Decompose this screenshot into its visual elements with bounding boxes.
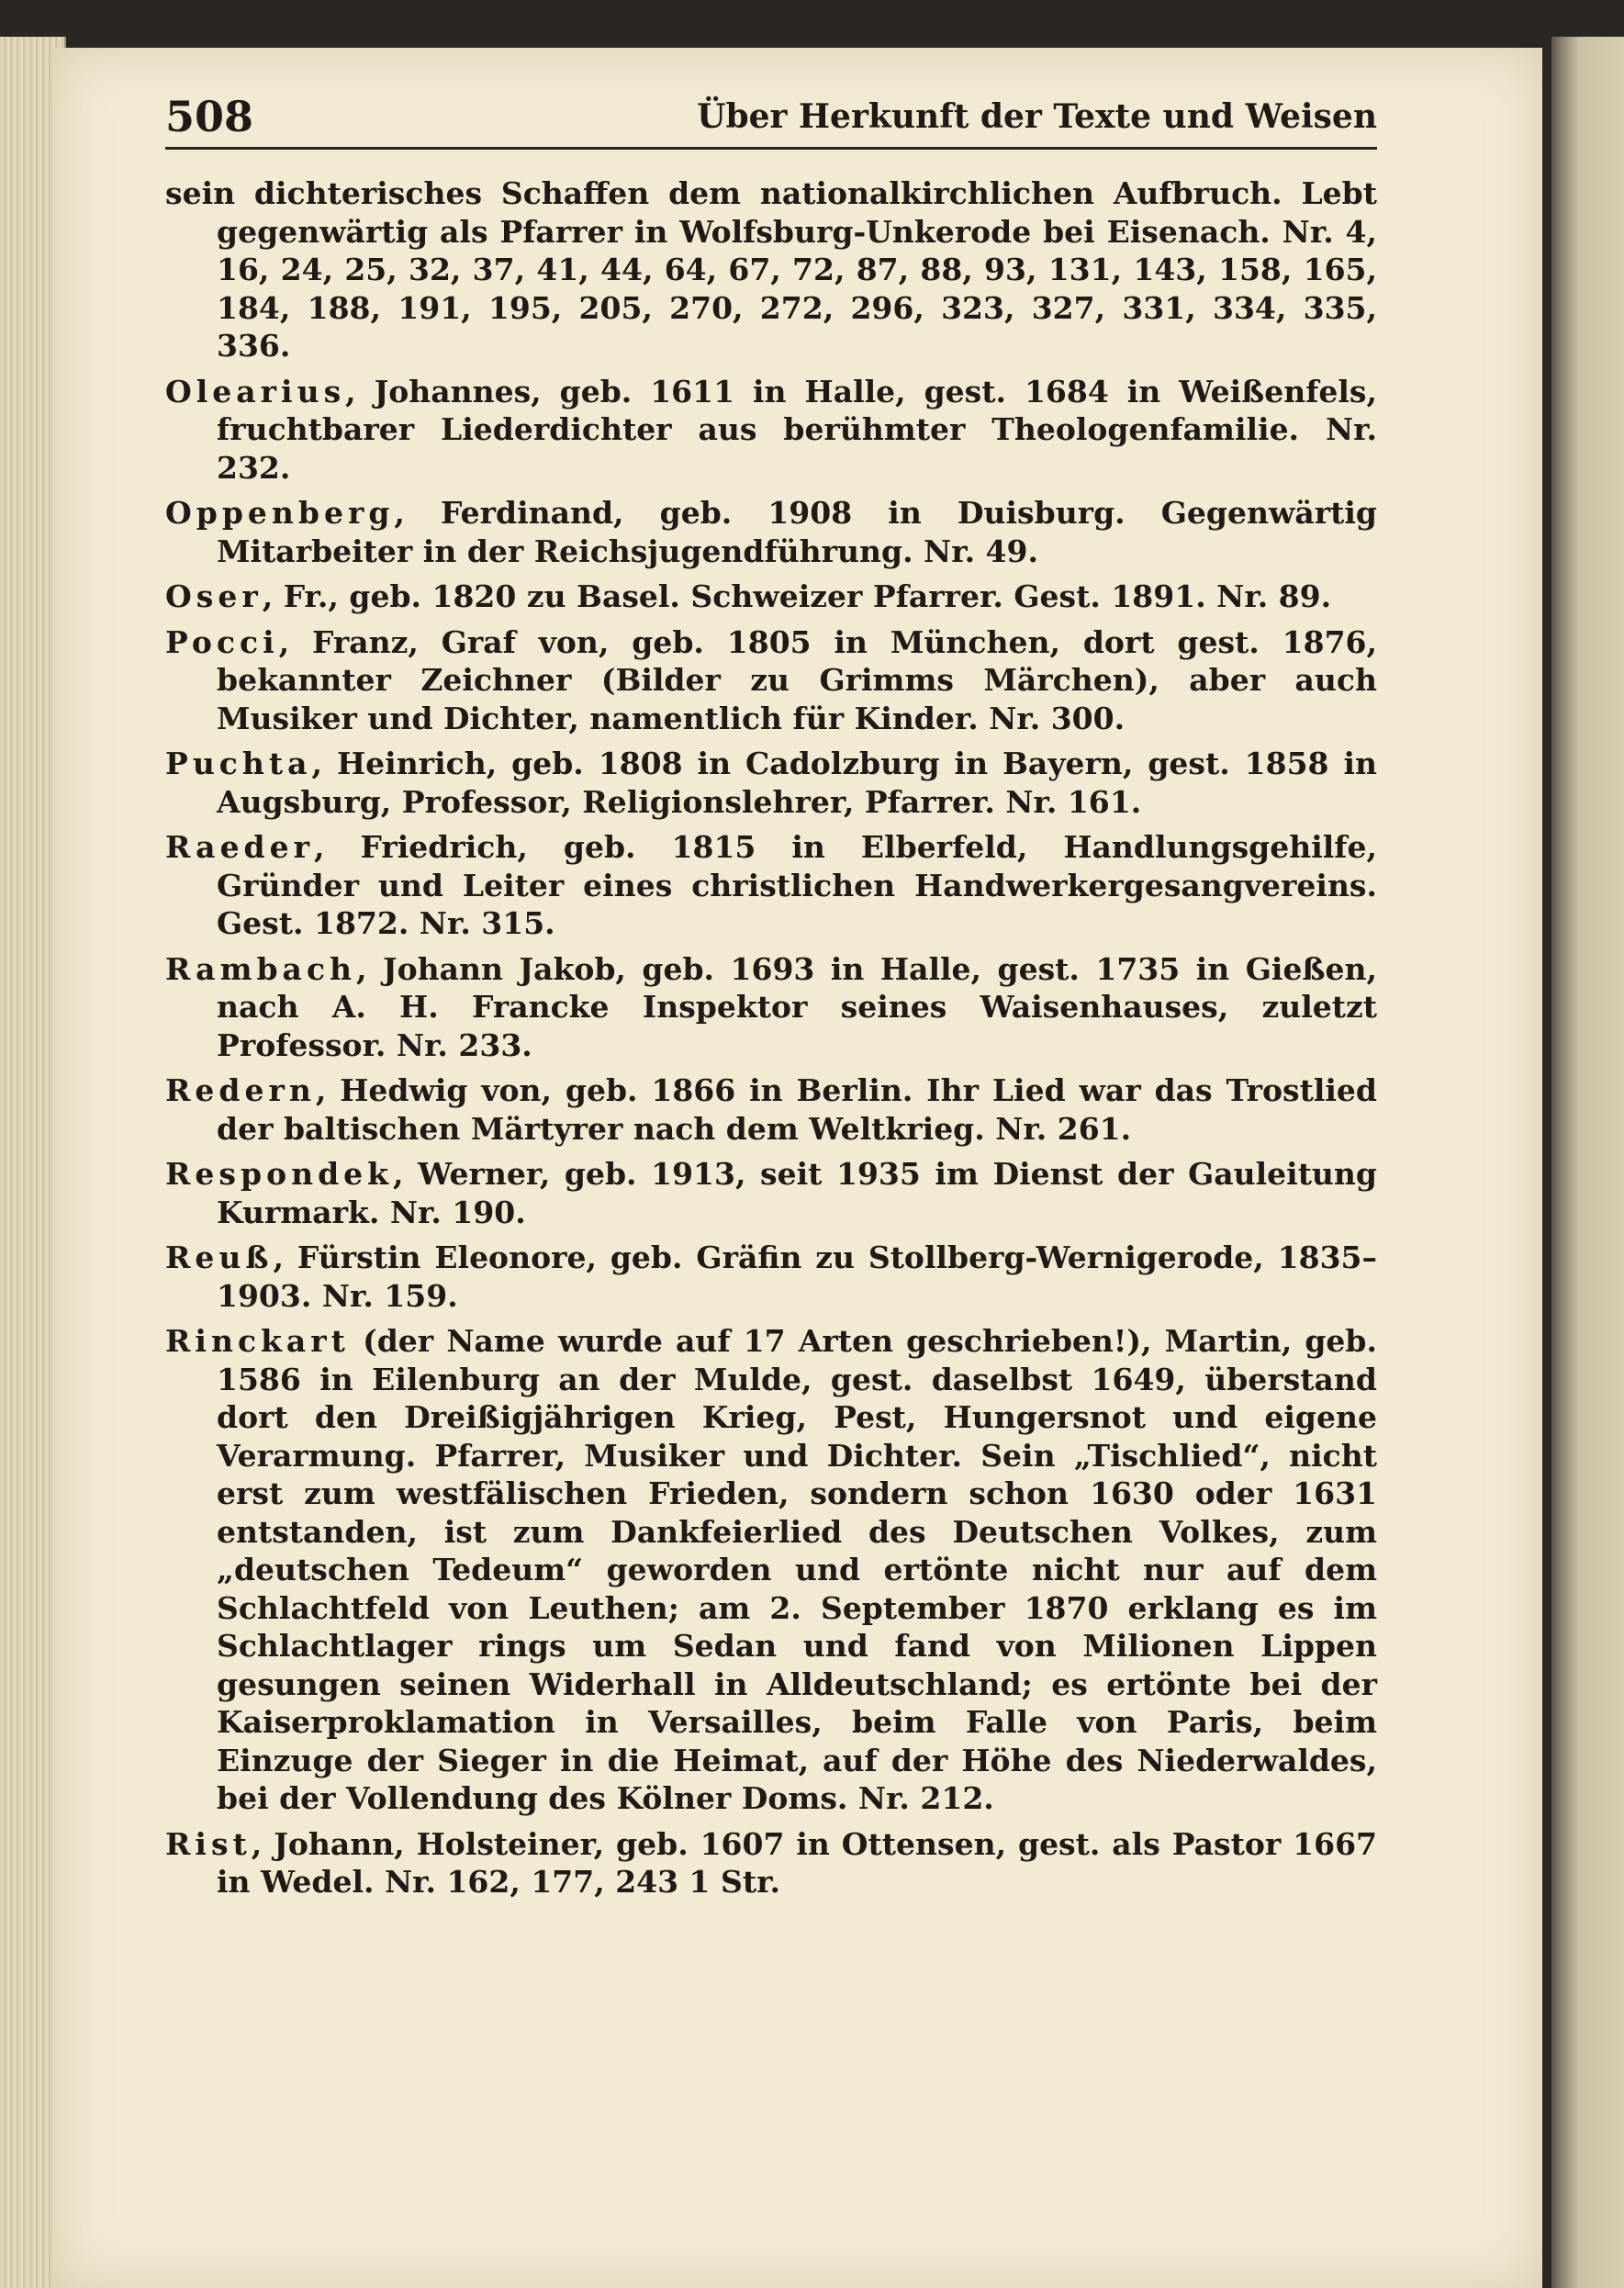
entry-name: Pocci (165, 623, 279, 660)
entry-text: , Johannes, geb. 1611 in Halle, gest. 1684 in Weißenfels, fruchtbarer Liederdichter aus berühmter Theologenfamilie. Nr. 232. (217, 373, 1377, 486)
entry-name: Oser (165, 578, 263, 614)
entry-text: , Friedrich, geb. 1815 in Elberfeld, Handlungsgehilfe, Gründer und Leiter eines christlichen Handwerkergesangvereins. Gest. 1872. Nr. 315. (217, 829, 1377, 941)
entry-name: Oppenberg (165, 495, 395, 531)
list-item (165, 828, 1377, 943)
entry-text: , Ferdinand, geb. 1908 in Duisburg. Gegenwärtig Mitarbeiter in der Reichsjugendführung. Nr. 49. (217, 495, 1377, 569)
entry-text: sein dichterisches Schaffen dem nationalkirchlichen Aufbruch. Lebt gegenwärtig als Pfarrer in Wolfsburg-Unkerode bei Eisenach. Nr. 4, 16, 24, 25, 32, 37, 41, 44, 64, 67, 72, 87, 88, 93, 131, 143, 158, 165, 184, 188, 191, 195, 205, 270, 272, 296, 323, 327, 331, 334, 335, 336. (165, 175, 1377, 364)
entry-text: , Johann, Holsteiner, geb. 1607 in Ottensen, gest. als Pastor 1667 in Wedel. Nr. 162, 177, 243 1 Str. (217, 1825, 1377, 1900)
entry-text: , Franz, Graf von, geb. 1805 in München, dort gest. 1876, bekannter Zeichner (Bilder zu Grimms Märchen), aber auch Musiker und Dichter, namentlich für Kinder. Nr. 300. (217, 623, 1377, 736)
page-number: 508 (165, 92, 254, 141)
entry-name: Olearius (165, 373, 346, 409)
entry-text: , Johann Jakob, geb. 1693 in Halle, gest. 1735 in Gießen, nach A. H. Francke Inspektor seines Waisenhauses, zuletzt Professor. Nr. 233. (217, 950, 1377, 1063)
list-item (165, 1155, 1377, 1231)
entry-name: Reuß (165, 1239, 274, 1275)
list-item (165, 1825, 1377, 1901)
entry-text: , Werner, geb. 1913, seit 1935 im Dienst der Gauleitung Kurmark. Nr. 190. (217, 1156, 1377, 1230)
list-item (165, 578, 1377, 616)
list-item (165, 1239, 1377, 1315)
entry-text: , Hedwig von, geb. 1866 in Berlin. Ihr Lied war das Trostlied der baltischen Märtyrer nach dem Weltkrieg. Nr. 261. (217, 1072, 1377, 1147)
entry-text: , Fr., geb. 1820 zu Basel. Schweizer Pfarrer. Gest. 1891. Nr. 89. (262, 578, 1332, 614)
entry-list (165, 174, 1377, 1909)
list-item (165, 623, 1377, 738)
list-item (165, 494, 1377, 570)
list-item (165, 373, 1377, 488)
running-title: Über Herkunft der Texte und Weisen (697, 97, 1377, 136)
entry-name: Rist (165, 1825, 252, 1862)
entry-name: Rinckart (165, 1323, 350, 1359)
entry-text: , Fürstin Eleonore, geb. Gräfin zu Stollberg-Wernigerode, 1835–1903. Nr. 159. (217, 1239, 1377, 1314)
list-item (165, 950, 1377, 1065)
list-item (165, 1071, 1377, 1148)
entry-name: Puchta (165, 746, 312, 781)
book-binding-shadow (1551, 37, 1624, 2288)
entry-name: Raeder (165, 829, 315, 865)
entry-name: Respondek (165, 1156, 394, 1192)
entry-text: (der Name wurde auf 17 Arten geschrieben!), Martin, geb. 1586 in Eilenburg an der Mulde, gest. daselbst 1649, überstand dort den Dreißigjährigen Krieg, Pest, Hungersnot und eigene Verarmung. Pfarrer, Musiker und Dichter. Sein „Tischlied“, nicht erst zum westfälischen Frieden, sondern schon 1630 oder 1631 entstanden, ist zum Dankfeierlied des Deutschen Volkes, zum „deutschen Tedeum“ geworden und ertönte nicht nur auf dem Schlachtfeld von Leuthen; am 2. September 1870 erklang es im Schlachtlager rings um Sedan und fand von Milionen Lippen gesungen seinen Widerhall in Alldeutschland; es ertönte bei der Kaiserproklamation in Versailles, beim Falle von Paris, beim Einzuge der Sieger in die Heimat, auf der Höhe des Niederwaldes, bei der Vollendung des Kölner Doms. Nr. 212. (217, 1323, 1377, 1816)
page-header (165, 92, 1377, 150)
entry-text: , Heinrich, geb. 1808 in Cadolzburg in Bayern, gest. 1858 in Augsburg, Professor, Religionslehrer, Pfarrer. Nr. 161. (217, 746, 1377, 820)
list-item (165, 1322, 1377, 1818)
list-item (165, 745, 1377, 821)
list-item (165, 174, 1377, 365)
entry-name: Rambach (165, 950, 357, 987)
entry-name: Redern (165, 1072, 316, 1108)
